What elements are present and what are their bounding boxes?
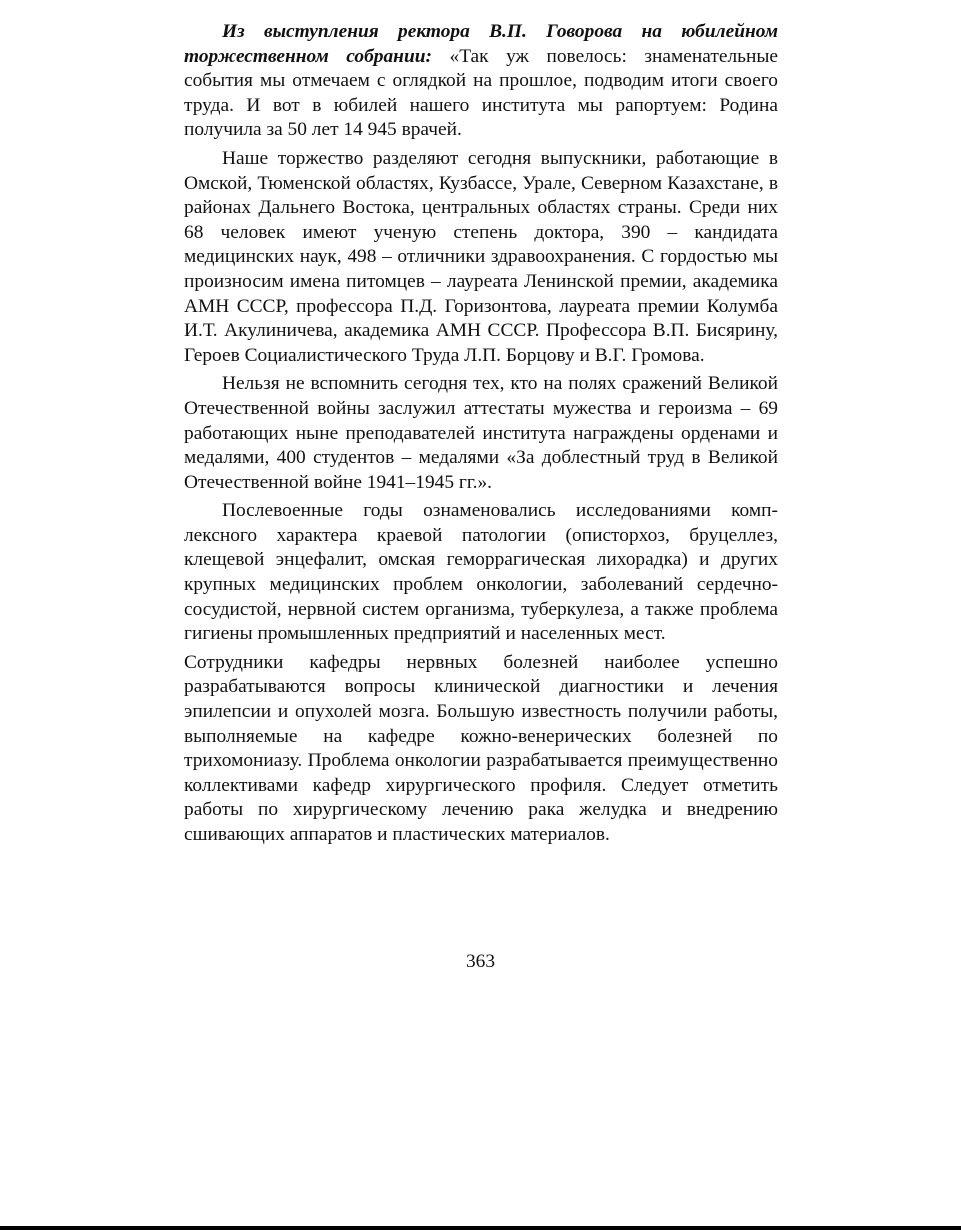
paragraph-departments: Сотрудники кафедры нервных болезней наиболее успешно разрабатываются вопросы клинической диагностики и лечения эпилепсии и опухолей мозга. Большую известность получили работы, выполняемые на кафедре кожно-венерических болезней по трихомониазу. Проблема онкологии разрабатывается преимущественно коллективами кафедр хирургического профиля. Следует отметить работы по хирургическому лечению рака желудка и внедрению сшивающих аппаратов и пластических материалов. bbox=[184, 651, 778, 845]
speech-lead-in: Из выступления ректора В.П. Говорова на юбилейном торжественном собрании: bbox=[184, 21, 778, 67]
document-page bbox=[184, 20, 778, 848]
paragraph-war-veterans: Нельзя не вспомнить сегодня тех, кто на полях сражений Великой Отечественной войны заслужил аттестаты мужества и героизма – 69 работающих ныне преподавателей института награждены орденами и медалями, 400 студентов – медалями «За доблестный труд в Великой Отечественной войне 1941–1945 гг.». bbox=[184, 373, 778, 493]
paragraph-speech-intro bbox=[184, 20, 778, 143]
paragraph-postwar-research: Послевоенные годы ознаменовались исследованиями комплексного характера краевой патологии (описторхоз, бруцеллез, клещевой энцефалит, омская геморрагическая лихорадка) и других крупных медицинских проблем онкологии, заболеваний сердечно-сосудистой, нервной систем организма, туберкулеза, а также проблема гигиены промышленных предприятий и населенных мест. bbox=[184, 500, 778, 645]
bottom-border bbox=[0, 1226, 961, 1230]
paragraph-graduates: Наше торжество разделяют сегодня выпускники, работающие в Омской, Тюменской областях, Кузбассе, Урале, Северном Казахстане, в районах Дальнего Востока, центральных областях страны. Среди них 68 человек имеют ученую степень доктора, 390 – кандидата медицинских наук, 498 – отличники здравоохранения. С гордостью мы произносим имена питомцев – лауреата Ленинской премии, академика АМН СССР, профессора П.Д. Горизонтова, лауреата премии Колумба И.Т. Акулиничева, академика АМН СССР. Профессора В.П. Бисярину, Героев Социалистического Труда Л.П. Борцову и В.Г. Громова. bbox=[184, 147, 778, 366]
paragraph-text: «Так уж повелось: знаменательные события мы отмечаем с оглядкой на прошлое, подводим итоги своего труда. И вот в юбилей нашего института мы рапортуем: Родина получила за 50 лет 14 945 врачей. bbox=[184, 45, 778, 141]
page-number: 363 bbox=[465, 951, 496, 972]
